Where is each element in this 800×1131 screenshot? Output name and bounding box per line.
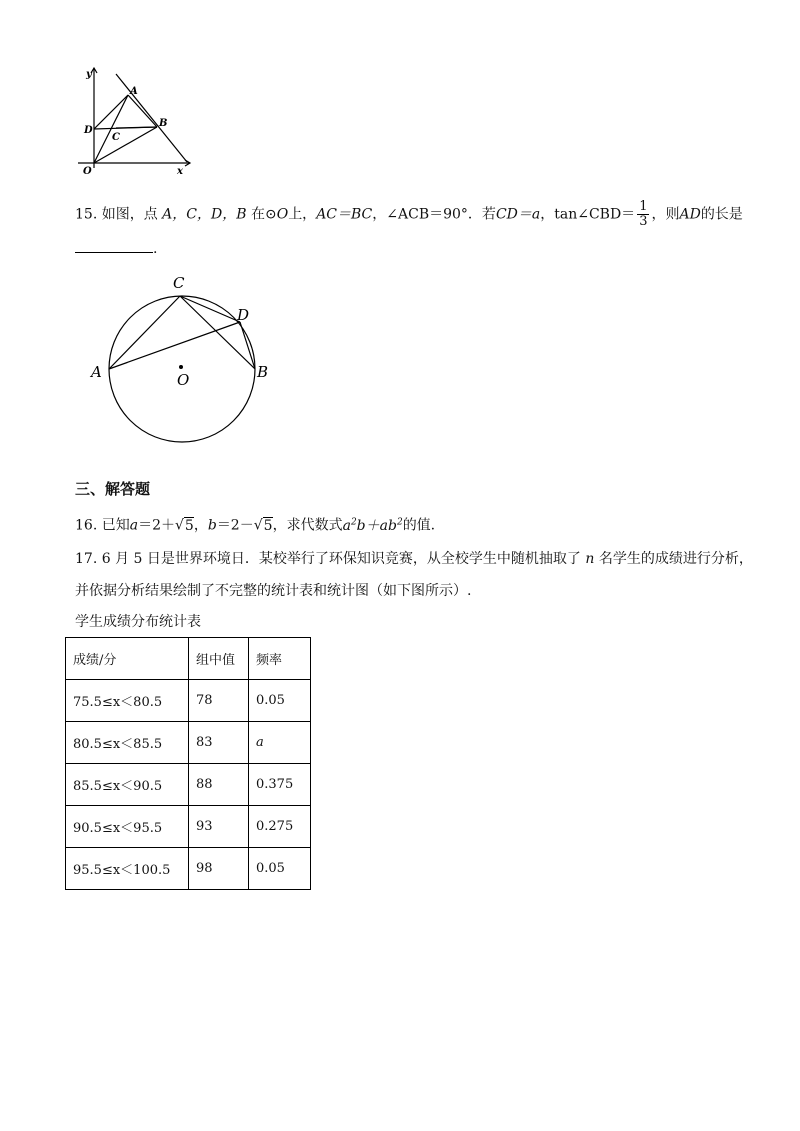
q15-number: 15.	[75, 206, 98, 223]
q15-answer-line	[75, 238, 157, 259]
q16-b-var: b	[207, 517, 217, 534]
q15-eq1: AC＝BC	[316, 206, 373, 223]
answer-blank	[75, 238, 153, 253]
label-o: O	[177, 371, 190, 389]
q16-root-b: 5	[263, 517, 273, 534]
segment-cb	[116, 127, 157, 128]
label-a: A	[91, 363, 102, 381]
q15-fraction	[637, 200, 649, 229]
q15-on: 上，	[288, 206, 317, 223]
header-score: 成绩/分	[66, 638, 189, 680]
header-midpoint: 组中值	[189, 638, 249, 680]
q17-text: 17. 6 月 5 日是世界环境日．某校举行了环保知识竞赛，从全校学生中随机抽取了	[75, 551, 581, 567]
cell-frequency: 0.275	[249, 806, 311, 848]
cell-midpoint: 83	[189, 722, 249, 764]
circle-figure	[85, 270, 275, 445]
cell-range: 90.5≤x＜95.5	[66, 806, 189, 848]
q15-angle: ，∠ACB＝90°．若	[372, 206, 496, 223]
q15-points: A，C，D，B	[162, 206, 247, 223]
cell-range: 75.5≤x＜80.5	[66, 680, 189, 722]
coordinate-figure	[70, 60, 200, 180]
question-17-line1	[75, 549, 753, 569]
cell-midpoint: 78	[189, 680, 249, 722]
segment-ab	[128, 95, 157, 127]
point-c-label: C	[112, 132, 120, 143]
cell-frequency: a	[249, 722, 311, 764]
q16-a-expr: ＝2＋	[138, 517, 175, 534]
section-heading: 三、解答题	[75, 480, 151, 498]
origin-label: O	[83, 166, 92, 177]
y-axis-label: y	[86, 69, 92, 80]
cell-frequency: 0.375	[249, 764, 311, 806]
segment-da	[94, 95, 128, 129]
cell-midpoint: 88	[189, 764, 249, 806]
point-b-label: B	[159, 118, 168, 129]
q16-number: 16. 已知	[75, 517, 130, 534]
table-row	[66, 848, 311, 890]
q16-ask: 的值.	[402, 517, 436, 534]
label-c: C	[173, 274, 185, 292]
cell-midpoint: 98	[189, 848, 249, 890]
point-d-label: D	[84, 125, 93, 136]
q16-a-var: a	[129, 517, 139, 534]
q15-end: .	[153, 241, 158, 257]
q15-frac-den: 3	[639, 214, 648, 229]
question-15	[75, 200, 743, 229]
question-17-line2: 并依据分析结果绘制了不完整的统计表和统计图（如下图所示）.	[75, 583, 472, 599]
cell-frequency: 0.05	[249, 848, 311, 890]
q15-tan: ，tan∠CBD＝	[540, 206, 636, 223]
q16-b-expr: ＝2－	[216, 517, 254, 534]
q17-text-end: 名学生的成绩进行分析，	[598, 551, 753, 567]
q16-root-a: 5	[184, 517, 194, 534]
q15-on-circle: 在⊙	[250, 206, 277, 223]
table-title: 学生成绩分布统计表	[75, 614, 201, 630]
line-l	[116, 74, 187, 162]
table-row	[66, 722, 311, 764]
q17-n: n	[585, 551, 595, 567]
question-16: 16. 已知a＝2＋√5，b＝2－√5，求代数式$a^2b+ab^2$的值.	[75, 517, 436, 534]
cell-frequency: 0.05	[249, 680, 311, 722]
cell-range: 95.5≤x＜100.5	[66, 848, 189, 890]
q15-frac-num: 1	[639, 199, 648, 214]
table-header-row	[66, 638, 311, 680]
q15-then: ，则	[651, 206, 680, 223]
cell-range: 85.5≤x＜90.5	[66, 764, 189, 806]
header-frequency: 频率	[249, 638, 311, 680]
table-row	[66, 806, 311, 848]
point-a-label: A	[130, 86, 138, 97]
cell-range: 80.5≤x＜85.5	[66, 722, 189, 764]
center-point	[179, 365, 183, 369]
q16-mid: ，求代数式	[272, 517, 343, 534]
circle-o	[109, 296, 255, 442]
cell-midpoint: 93	[189, 806, 249, 848]
q15-circle-name: O	[276, 206, 289, 223]
q15-intro: 如图，点	[101, 206, 158, 223]
label-d: D	[237, 306, 250, 324]
q15-eq2: CD＝a	[495, 206, 541, 223]
q15-ad: AD	[679, 206, 701, 223]
score-distribution-table	[65, 637, 311, 890]
chord-cd	[180, 296, 240, 322]
chord-ad	[109, 322, 240, 369]
table-row	[66, 680, 311, 722]
x-axis-label: x	[177, 166, 183, 177]
table-row	[66, 764, 311, 806]
q15-ask: 的长是	[700, 206, 743, 223]
label-b: B	[257, 363, 269, 381]
q16-expression: $a^2b+ab^2$	[342, 517, 403, 534]
